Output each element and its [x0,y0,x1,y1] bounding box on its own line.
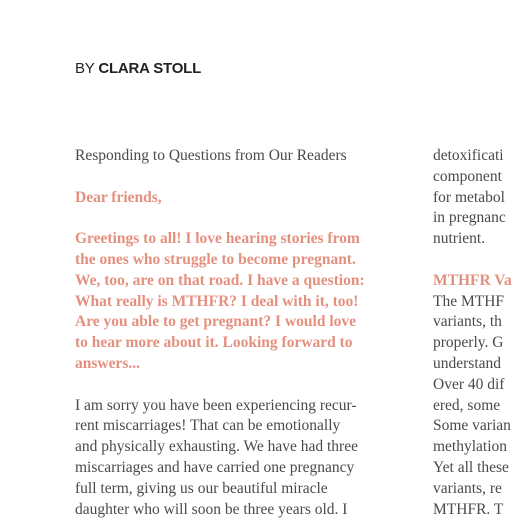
reader-question [75,229,393,375]
right-line: The MTHF [433,292,505,310]
question-line: to hear more about it. Looking forward to [75,334,353,352]
answer-line: and physically exhausting. We have had three [75,438,358,456]
right-line: ered, some [433,396,501,414]
right-line: detoxificati [433,147,504,164]
byline [75,60,201,77]
answer-line: miscarriages and have carried one pregnancy [75,458,355,476]
right-line: Over 40 dif [433,375,505,393]
salutation: Dear friends, [75,188,162,206]
question-line: What really is MTHFR? I deal with it, too! [75,292,359,310]
right-line: methylation [433,438,508,456]
right-line: in pregnanc [433,209,506,227]
question-line: We, too, are on that road. I have a question: [75,271,365,289]
answer-paragraph [75,396,393,520]
question-line: answers... [75,354,141,372]
article-column-right [433,146,512,520]
right-line: component [433,167,502,185]
right-line: variants, re [433,479,502,497]
section-heading: MTHFR Va [433,271,512,289]
right-line: variants, th [433,313,502,331]
right-top-paragraph [433,146,512,250]
right-line: Yet all these [433,458,509,476]
right-line: nutrient. [433,230,486,248]
answer-line: rent miscarriages! That can be emotionally [75,417,341,435]
answer-line: daughter who will soon be three years old. I [75,500,348,518]
right-body-paragraph [433,292,512,520]
answer-line: full term, giving us our beautiful miracle [75,479,328,497]
question-line: the ones who struggle to become pregnant. [75,250,356,268]
right-line: MTHFR. T [433,500,504,518]
question-line: Are you able to get pregnant? I would love [75,313,357,331]
answer-line: I am sorry you have been experiencing recur- [75,396,357,414]
right-line: Some varian [433,417,511,435]
byline-author: CLARA STOLL [98,60,202,77]
right-line: properly. G [433,334,504,352]
article-column-left [75,146,393,520]
question-line: Greetings to all! I love hearing stories from [75,230,360,248]
right-line: understand [433,354,502,372]
byline-prefix: BY [75,60,95,77]
right-line: for metabol [433,188,505,206]
intro-line: Responding to Questions from Our Readers [75,147,347,164]
